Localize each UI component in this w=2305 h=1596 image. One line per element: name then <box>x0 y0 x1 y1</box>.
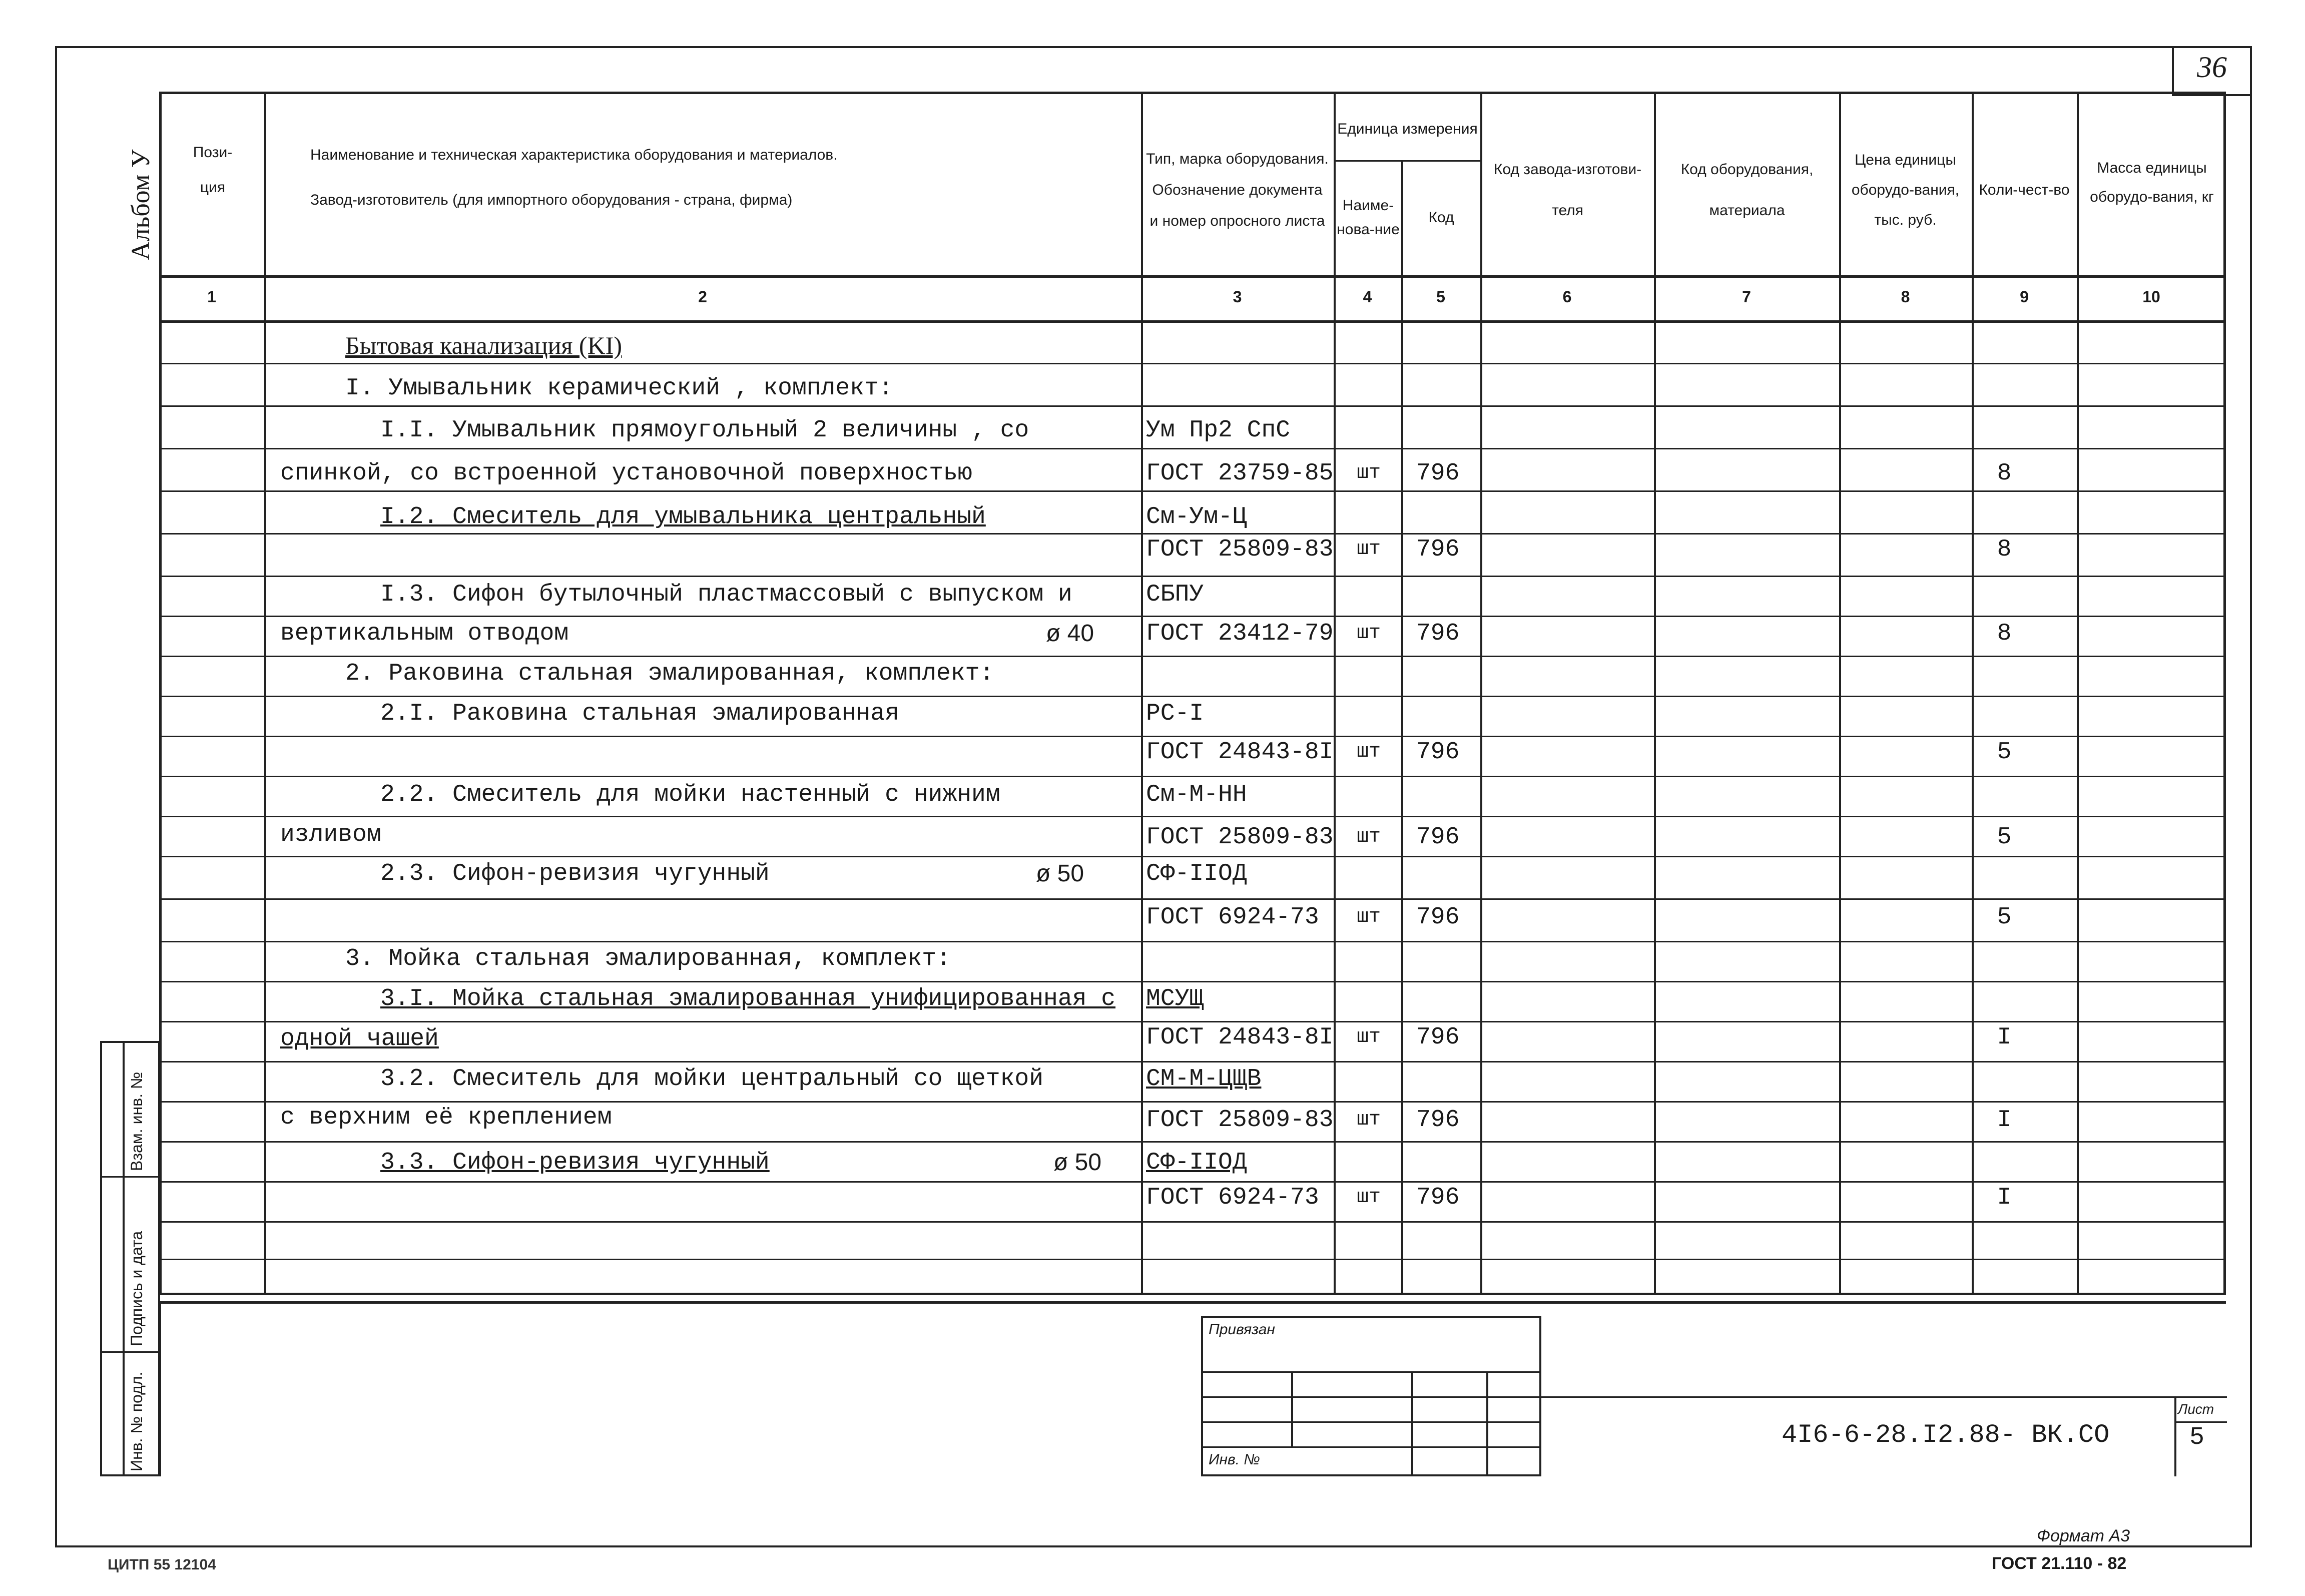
header-col1: Пози- ция <box>193 144 233 196</box>
row-line <box>159 1061 2226 1062</box>
row-unit: шт <box>1356 1026 1381 1048</box>
row-line <box>159 1181 2226 1183</box>
sheet-box-line <box>2174 1421 2227 1423</box>
col-line <box>1839 92 1841 1295</box>
header-col9: Коли-чест-во <box>1979 182 2070 198</box>
col-number-9: 9 <box>2020 288 2029 306</box>
row-type: МСУЩ <box>1146 985 1204 1012</box>
col-line <box>1334 92 1336 1295</box>
row-type: СФ-IIОД <box>1146 1149 1247 1176</box>
row-line <box>159 576 2226 577</box>
row-line <box>159 656 2226 657</box>
title-block-top-line <box>159 1301 2226 1304</box>
row-diameter: ø 50 <box>1036 860 1084 887</box>
row-code: 796 <box>1416 1184 1460 1211</box>
col-number-3: 3 <box>1233 288 1242 306</box>
col-number-2: 2 <box>698 288 707 306</box>
header-col45-group: Единица измерения <box>1337 120 1478 137</box>
numbers-bottom-line <box>159 320 2226 323</box>
print-mark: ЦИТП 55 12104 <box>108 1556 216 1573</box>
title-block-mid-line <box>1541 1396 2227 1398</box>
row-type: СБПУ <box>1146 581 1204 608</box>
privyazan-vline <box>1291 1371 1293 1446</box>
row-unit: шт <box>1356 538 1381 561</box>
row-qty: I <box>1997 1107 2012 1134</box>
row-unit: шт <box>1356 906 1381 928</box>
row-qty: I <box>1997 1184 2012 1211</box>
row-type: ГОСТ 6924-73 <box>1146 1184 1319 1211</box>
row-name: 2. Раковина стальная эмалированная, комплект: <box>345 660 994 687</box>
header-col2-line1: Наименование и техническая характеристика оборудования и материалов. <box>310 147 838 163</box>
col-line <box>1141 92 1143 1295</box>
col-number-5: 5 <box>1436 288 1445 306</box>
row-name: вертикальным отводом <box>280 620 569 647</box>
row-type: См-М-НН <box>1146 781 1247 808</box>
row-qty: 8 <box>1997 620 2012 647</box>
row-line <box>159 1259 2226 1260</box>
header-col3: Тип, марка оборудования. Обозначение документа и номер опросного листа <box>1146 151 1329 229</box>
row-unit: шт <box>1356 826 1381 848</box>
row-name: с верхним её креплением <box>280 1104 612 1131</box>
header-col7: Код оборудования, материала <box>1680 161 1814 219</box>
row-name: 3.3. Сифон-ревизия чугунный <box>380 1149 770 1176</box>
row-type: СФ-IIОД <box>1146 860 1247 887</box>
col-number-6: 6 <box>1562 288 1572 306</box>
row-name: 2.I. Раковина стальная эмалированная <box>380 700 899 727</box>
row-line <box>159 856 2226 857</box>
row-line <box>159 941 2226 942</box>
side-stamp-line <box>100 1176 160 1178</box>
row-line <box>159 898 2226 900</box>
row-code: 796 <box>1416 1024 1460 1051</box>
row-line <box>159 981 2226 982</box>
row-name: I. Умывальник керамический , комплект: <box>345 375 893 402</box>
inv-no-label: Инв. № <box>1209 1451 1260 1468</box>
privyazan-vline <box>1411 1371 1413 1476</box>
row-qty: 5 <box>1997 739 2012 766</box>
row-unit: шт <box>1356 462 1381 484</box>
col-line <box>2077 92 2079 1295</box>
col-line <box>264 92 266 1295</box>
header-bottom-line <box>159 275 2226 278</box>
row-unit: шт <box>1356 1109 1381 1131</box>
row-line <box>159 405 2226 407</box>
col-line <box>1401 160 1403 1295</box>
row-code: 796 <box>1416 536 1460 563</box>
row-name: 2.2. Смеситель для мойки настенный с нижним <box>380 781 1000 808</box>
privyazan-line <box>1201 1446 1541 1448</box>
header-col5: Код <box>1428 209 1454 226</box>
document-code: 4I6-6-28.I2.88- ВК.СО <box>1782 1420 2110 1450</box>
album-label: Альбом У <box>127 149 155 260</box>
row-diameter: ø 40 <box>1046 620 1094 647</box>
col-line <box>1480 92 1482 1295</box>
privyazan-line <box>1201 1421 1541 1423</box>
row-unit: шт <box>1356 741 1381 763</box>
row-qty: 8 <box>1997 460 2012 487</box>
row-name: спинкой, со встроенной установочной поверхностью <box>280 460 972 487</box>
row-type: ГОСТ 25809-83 <box>1146 536 1334 563</box>
row-name: I.3. Сифон бутылочный пластмассовый с выпуском и <box>380 581 1072 608</box>
row-type: ГОСТ 25809-83 <box>1146 824 1334 851</box>
row-line <box>159 816 2226 817</box>
privyazan-label: Привязан <box>1209 1321 1275 1338</box>
header-col2-line2: Завод-изготовитель (для импортного оборудования - страна, фирма) <box>310 192 793 208</box>
row-name: изливом <box>280 821 381 848</box>
row-qty: I <box>1997 1024 2012 1051</box>
row-line <box>159 533 2226 535</box>
row-code: 796 <box>1416 824 1460 851</box>
row-type: ГОСТ 23759-85 <box>1146 460 1334 487</box>
col-number-8: 8 <box>1901 288 1910 306</box>
row-line <box>159 1021 2226 1022</box>
row-qty: 5 <box>1997 824 2012 851</box>
col-number-7: 7 <box>1742 288 1751 306</box>
sheet-number: 5 <box>2189 1423 2205 1452</box>
privyazan-vline <box>1486 1371 1488 1476</box>
sheet-label: Лист <box>2178 1401 2214 1417</box>
row-name: 2.3. Сифон-ревизия чугунный <box>380 860 770 887</box>
format-label: Формат А3 <box>2037 1526 2130 1545</box>
col-number-10: 10 <box>2142 288 2160 306</box>
row-type: ГОСТ 25809-83 <box>1146 1107 1334 1134</box>
privyazan-line <box>1201 1371 1541 1373</box>
row-line <box>159 696 2226 697</box>
side-vzam-inv: Взам. инв. № <box>128 1072 146 1171</box>
side-inv-podl: Инв. № подл. <box>128 1371 146 1471</box>
row-line <box>159 616 2226 617</box>
row-line <box>159 363 2226 364</box>
side-stamp-line <box>100 1351 160 1353</box>
header-col10: Масса единицы оборудо-вания, кг <box>2090 160 2214 205</box>
row-unit: шт <box>1356 622 1381 645</box>
row-type: ГОСТ 23412-79 <box>1146 620 1334 647</box>
row-qty: 5 <box>1997 904 2012 931</box>
row-code: 796 <box>1416 1107 1460 1134</box>
privyazan-line <box>1201 1396 1541 1398</box>
row-type: ГОСТ 6924-73 <box>1146 904 1319 931</box>
row-code: 796 <box>1416 620 1460 647</box>
side-podpis-data: Подпись и дата <box>128 1231 146 1346</box>
row-name: одной чашей <box>280 1025 439 1052</box>
corner-sheet-number: 36 <box>2197 51 2227 84</box>
row-type: РС-I <box>1146 700 1204 727</box>
col-line <box>1972 92 1974 1295</box>
col-number-4: 4 <box>1363 288 1372 306</box>
col-number-1: 1 <box>207 288 216 306</box>
header-col4: Наиме-нова-ние <box>1337 197 1400 238</box>
row-type: ГОСТ 24843-8I <box>1146 1024 1334 1051</box>
header-col6: Код завода-изготови-теля <box>1493 161 1642 219</box>
row-name: 3. Мойка стальная эмалированная, комплект: <box>345 945 951 972</box>
row-name: I.2. Смеситель для умывальника центральный <box>380 503 986 530</box>
row-unit: шт <box>1356 1186 1381 1209</box>
header-col8: Цена единицы оборудо-вания, тыс. руб. <box>1851 152 1960 228</box>
side-stamp-divider <box>123 1041 125 1476</box>
row-type: Ум Пр2 СпС <box>1146 417 1291 444</box>
row-type: ГОСТ 24843-8I <box>1146 739 1334 766</box>
row-line <box>159 490 2226 492</box>
row-type: СМ-М-ЦЩВ <box>1146 1066 1262 1093</box>
col-line <box>1654 92 1656 1295</box>
row-line <box>159 776 2226 777</box>
row-name: Бытовая канализация (KI) <box>345 331 622 359</box>
row-line <box>159 1141 2226 1143</box>
gost-label: ГОСТ 21.110 - 82 <box>1992 1554 2127 1573</box>
row-diameter: ø 50 <box>1053 1149 1102 1176</box>
row-code: 796 <box>1416 904 1460 931</box>
row-name: 3.I. Мойка стальная эмалированная унифицированная с <box>380 985 1116 1012</box>
row-code: 796 <box>1416 739 1460 766</box>
row-line <box>159 1101 2226 1103</box>
row-line <box>159 736 2226 737</box>
header-sub-line <box>1334 160 1480 162</box>
row-qty: 8 <box>1997 536 2012 563</box>
row-name: 3.2. Смеситель для мойки центральный со щеткой <box>380 1066 1044 1093</box>
row-name: I.I. Умывальник прямоугольный 2 величины , со <box>380 417 1029 444</box>
row-code: 796 <box>1416 460 1460 487</box>
row-line <box>159 448 2226 449</box>
row-type: См-Ум-Ц <box>1146 503 1247 530</box>
row-line <box>159 1221 2226 1223</box>
